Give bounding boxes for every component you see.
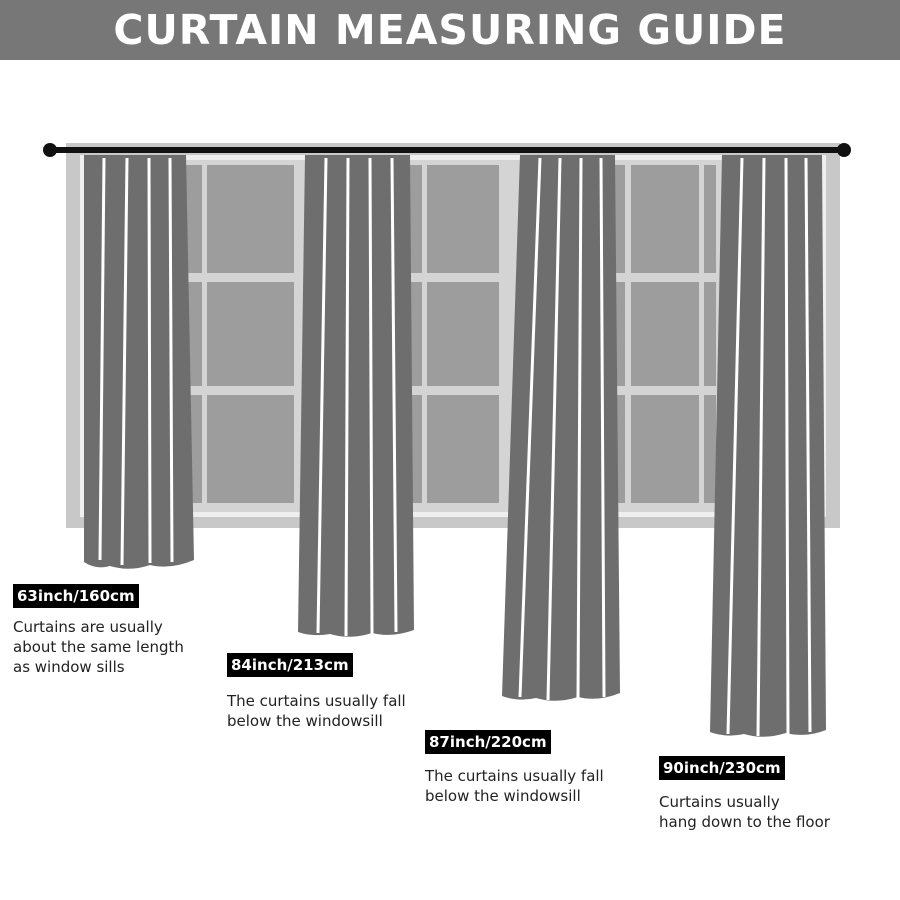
description-line: hang down to the floor	[659, 813, 830, 831]
size-badge: 87inch/220cm	[425, 730, 551, 754]
size-badge: 63inch/160cm	[13, 584, 139, 608]
curtain-panel-3	[502, 155, 620, 701]
curtain-label-3	[425, 730, 604, 806]
size-badge: 84inch/213cm	[227, 653, 353, 677]
description-line: below the windowsill	[425, 787, 581, 805]
curtain-panel-1	[84, 155, 194, 569]
curtain-label-4	[659, 756, 830, 832]
size-badge: 90inch/230cm	[659, 756, 785, 780]
description-line: The curtains usually fall	[425, 767, 604, 785]
page-title: CURTAIN MEASURING GUIDE	[113, 6, 787, 54]
description-line: as window sills	[13, 658, 125, 676]
description-line: Curtains usually	[659, 793, 780, 811]
curtain-description	[425, 766, 604, 806]
curtain-label-2	[227, 653, 406, 731]
description-line: Curtains are usually	[13, 618, 163, 636]
curtain-description	[13, 617, 184, 677]
curtain-description	[227, 691, 406, 731]
curtain-panel-4	[710, 155, 826, 737]
window-panes	[186, 165, 716, 503]
description-line: below the windowsill	[227, 712, 383, 730]
curtain-description	[659, 792, 830, 832]
curtain-panel-2	[298, 155, 414, 637]
description-line: The curtains usually fall	[227, 692, 406, 710]
description-line: about the same length	[13, 638, 184, 656]
curtain-label-1	[13, 584, 184, 677]
